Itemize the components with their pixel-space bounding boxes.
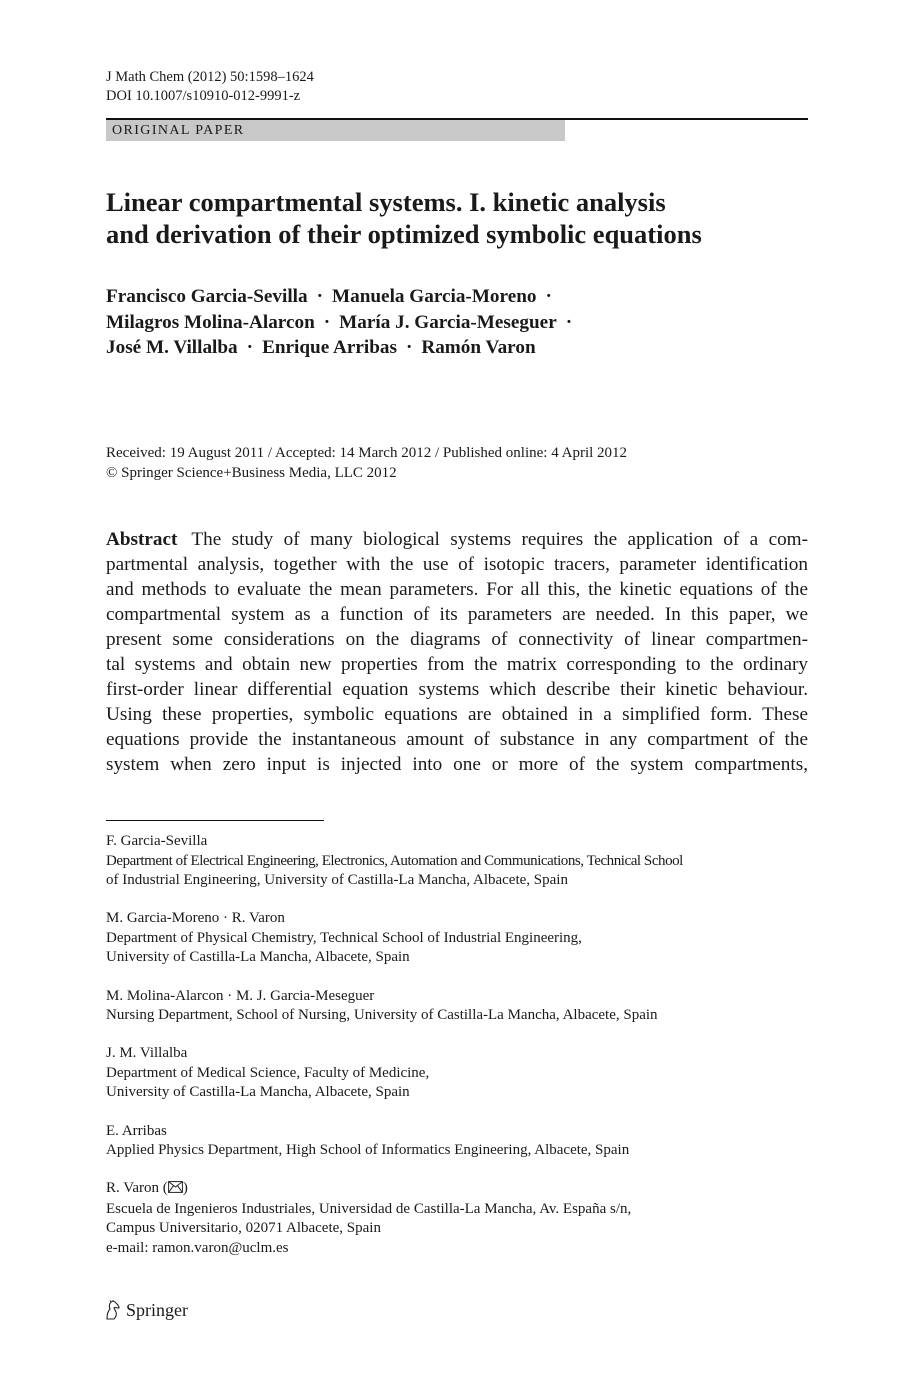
doi[interactable]: DOI 10.1007/s10910-012-9991-z (106, 88, 301, 104)
affiliation-line: Escuela de Ingenieros Industriales, Universidad de Castilla-La Mancha, Av. España s/n, (106, 1200, 632, 1217)
abstract-line: system when zero input is injected into one or more of the system compartments, (106, 754, 808, 775)
affiliation-names: J. M. Villalba (106, 1045, 188, 1062)
affiliation-block (106, 832, 826, 891)
publisher-footer (104, 1299, 188, 1321)
abstract-line: and methods to evaluate the mean parameters. For all this, the kinetic equations of the (106, 579, 808, 600)
abstract-line: Using these properties, symbolic equations are obtained in a simplified form. These (106, 704, 808, 725)
author-separator: · (545, 286, 552, 307)
affiliation-line: Applied Physics Department, High School of Informatics Engineering, Albacete, Spain (106, 1142, 630, 1159)
affiliation-line: University of Castilla-La Mancha, Albacete, Spain (106, 1084, 410, 1101)
title-line: and derivation of their optimized symbolic equations (106, 219, 702, 249)
author-separator: · (405, 337, 413, 358)
springer-horse-icon (104, 1300, 122, 1320)
abstract-line: The study of many biological systems requires the application of a com- (191, 529, 808, 550)
title-line: Linear compartmental systems. I. kinetic analysis (106, 187, 666, 217)
author-name: María J. Garcia-Meseguer (339, 311, 557, 333)
paper-title (106, 186, 826, 250)
affiliation-line: Department of Medical Science, Faculty of Medicine, (106, 1064, 430, 1081)
affiliation-block (106, 1044, 826, 1103)
affiliation-line: of Industrial Engineering, University of Castilla-La Mancha, Albacete, Spain (106, 872, 568, 889)
footnote-rule (106, 820, 324, 821)
affiliation-names: F. Garcia-Sevilla (106, 833, 208, 849)
author-name: Ramón Varon (421, 337, 536, 358)
abstract (106, 527, 808, 777)
affiliation-block (106, 1122, 826, 1161)
corresponding-author-name: R. Varon ( ) (106, 1179, 826, 1200)
affiliation-line: Department of Physical Chemistry, Technical School of Industrial Engineering, (106, 929, 582, 946)
author-name: José M. Villalba (106, 337, 238, 358)
affiliation-line: Campus Universitario, 02071 Albacete, Spain (106, 1220, 381, 1237)
author-list (106, 284, 581, 361)
abstract-line: partmental analysis, together with the use of isotopic tracers, parameter identification (106, 554, 808, 575)
affiliation-line: Department of Electrical Engineering, Electronics, Automation and Communications, Technical School (106, 852, 683, 869)
envelope-icon[interactable] (168, 1180, 183, 1200)
author-name: Manuela Garcia-Moreno (332, 286, 537, 307)
affiliation-names: M. Molina-Alarcon · M. J. Garcia-Meseguer (106, 987, 375, 1004)
author-separator: · (323, 311, 331, 333)
publication-history (106, 443, 627, 483)
publisher-name: Springer (126, 1300, 188, 1320)
affiliation-line: Nursing Department, School of Nursing, University of Castilla-La Mancha, Albacete, Spain (106, 1007, 658, 1024)
abstract-line: first-order linear differential equation systems which describe their kinetic behaviour. (106, 679, 808, 700)
corresponding-author-block (106, 1179, 826, 1258)
author-name: Enrique Arribas (262, 337, 397, 358)
author-separator: · (246, 337, 254, 358)
abstract-line: tal systems and obtain new properties from the matrix corresponding to the ordinary (106, 654, 808, 675)
abstract-line: equations provide the instantaneous amount of substance in any compartment of the (106, 729, 808, 750)
abstract-line: compartmental system as a function of its parameters are needed. In this paper, we (106, 604, 808, 625)
affiliation-names: M. Garcia-Moreno · R. Varon (106, 910, 285, 927)
paper-type-banner: ORIGINAL PAPER (106, 120, 565, 141)
affiliation-block (106, 987, 826, 1026)
affiliations (106, 832, 826, 1277)
author-name: Francisco Garcia-Sevilla (106, 286, 308, 307)
journal-header (106, 68, 314, 106)
journal-citation: J Math Chem (2012) 50:1598–1624 (106, 69, 314, 85)
author-separator: · (565, 311, 573, 333)
email-line[interactable]: e-mail: ramon.varon@uclm.es (106, 1240, 289, 1256)
affiliation-block (106, 909, 826, 968)
abstract-label: Abstract (106, 529, 178, 550)
author-separator: · (316, 286, 324, 307)
received-line: Received: 19 August 2011 / Accepted: 14 March 2012 / Published online: 4 April 2012 (106, 445, 628, 461)
author-name: Milagros Molina-Alarcon (106, 311, 315, 333)
abstract-line: present some considerations on the diagrams of connectivity of linear compartmen- (106, 629, 808, 650)
affiliation-line: University of Castilla-La Mancha, Albacete, Spain (106, 949, 410, 966)
affiliation-names: E. Arribas (106, 1122, 167, 1139)
copyright-line: © Springer Science+Business Media, LLC 2012 (106, 465, 397, 481)
